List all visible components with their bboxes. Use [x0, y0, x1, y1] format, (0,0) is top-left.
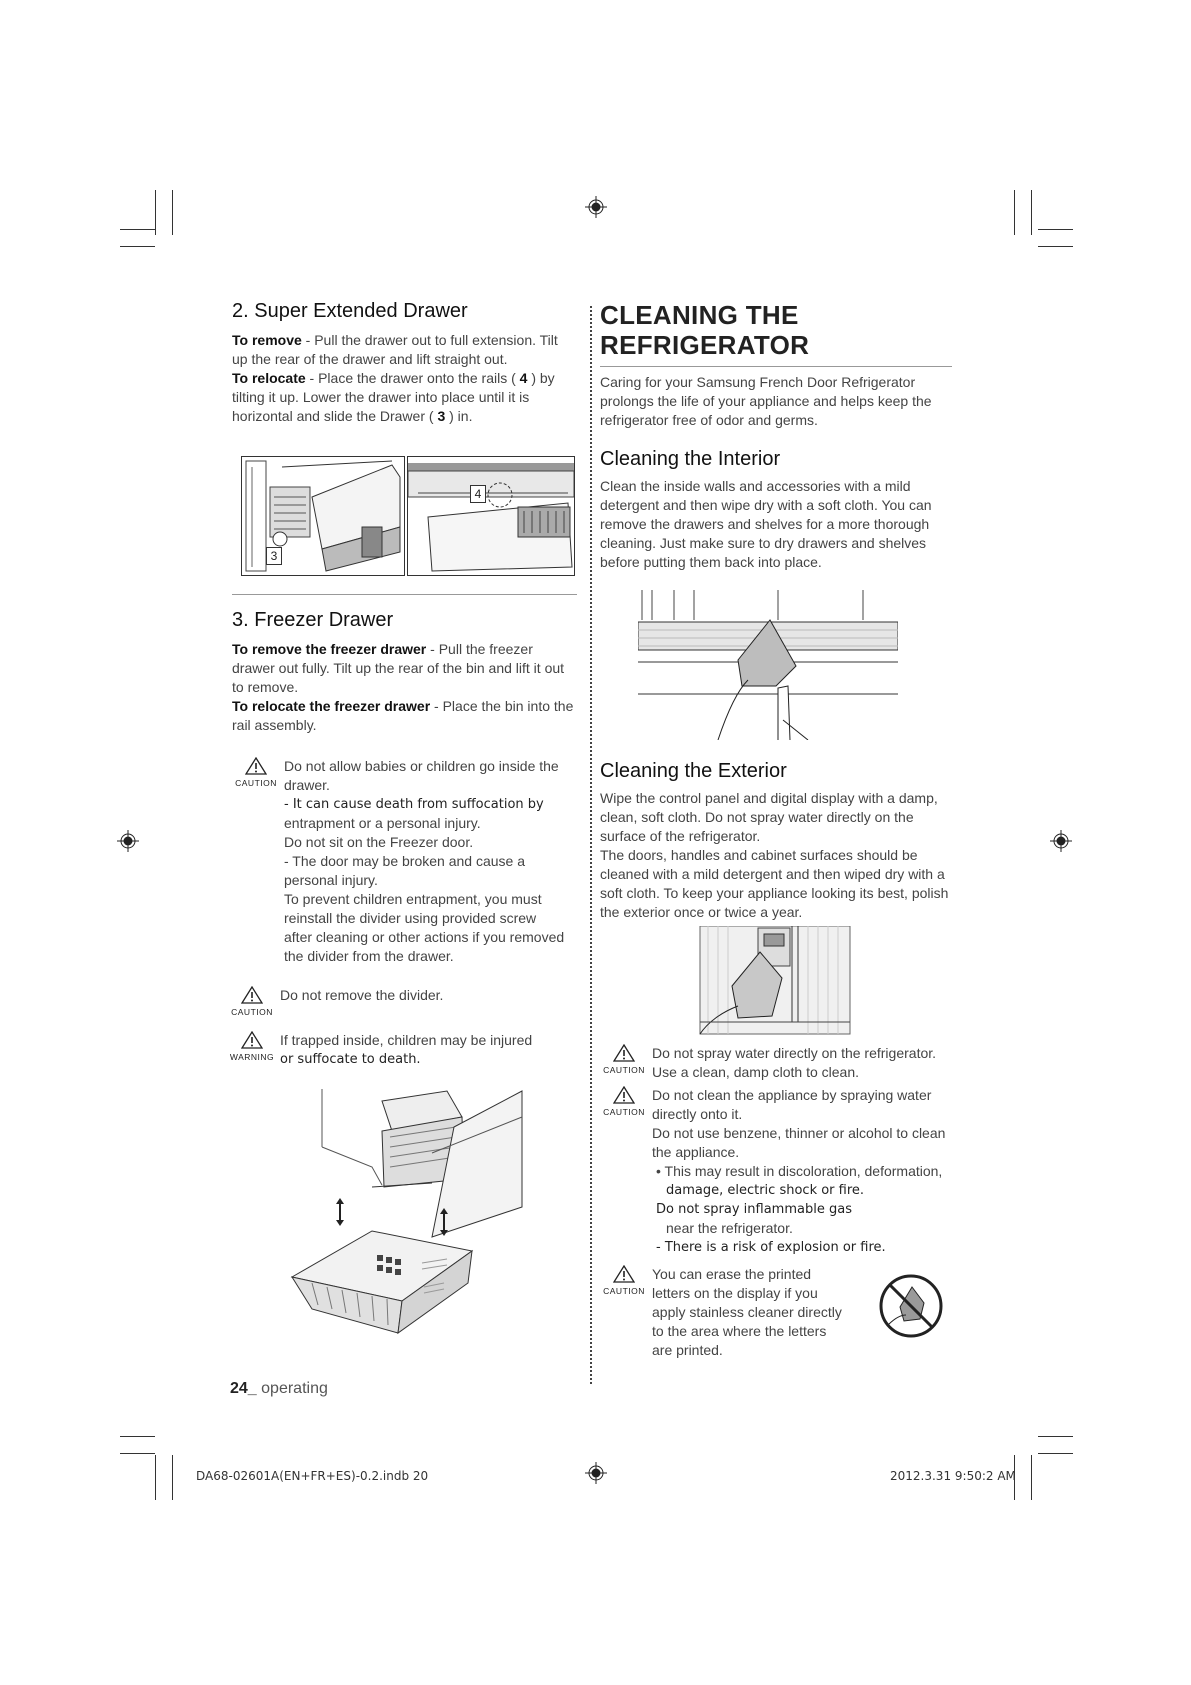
file-info: DA68-02601A(EN+FR+ES)-0.2.indb 20	[196, 1469, 429, 1483]
crop-mark	[172, 1455, 173, 1500]
exterior-text-2: The doors, handles and cabinet surfaces should be cleaned with a mild detergent and then wiped dry with a soft cloth. To keep your appliance looking its best, polish the exterior once or twice a year.	[600, 847, 949, 920]
interior-cleaning-figure	[638, 590, 952, 740]
crop-mark	[120, 246, 155, 247]
freezer-relocate: To relocate the freezer drawer - Place the bin into the rail assembly.	[232, 698, 574, 733]
caution-printed-letters: CAUTION You can erase the printed letters on the display if you apply stainless cleaner directly to the area where the letters are printed.	[600, 1265, 952, 1360]
interior-title: Cleaning the Interior	[600, 448, 781, 470]
page-number: 24_ operating	[230, 1380, 328, 1397]
caution-no-spray: CAUTION Do not spray water directly on the refrigerator. Use a clean, damp cloth to clean.	[600, 1044, 952, 1082]
super-drawer-title: 2. Super Extended Drawer	[232, 300, 468, 322]
exterior-text-1: Wipe the control panel and digital display with a damp, clean, soft cloth. Do not spray water directly on the surface of the refrigerator.	[600, 790, 938, 844]
crop-mark	[120, 1453, 155, 1454]
freezer-bin-figure	[232, 1087, 577, 1347]
interior-text: Clean the inside walls and accessories with a mild detergent and then wipe dry with a soft cloth. You can remove the drawers and shelves for a more thorough cleaning. Just make sure to dry drawers and shelves before putting them back into place.	[600, 478, 932, 570]
caution-divider: CAUTION Do not remove the divider.	[228, 986, 577, 1005]
caution-icon: CAUTION	[600, 1044, 648, 1080]
crop-mark	[155, 190, 156, 235]
registration-mark-icon	[1050, 830, 1072, 852]
column-divider	[590, 306, 592, 1384]
crop-mark	[1014, 190, 1015, 235]
cleaning-intro: Caring for your Samsung French Door Refrigerator prolongs the life of your appliance and helps keep the refrigerator free of odor and germs.	[600, 374, 932, 428]
super-drawer-figures	[241, 456, 577, 586]
crop-mark	[1038, 229, 1073, 230]
super-drawer-relocate: To relocate - Place the drawer onto the rails ( 4 ) by tilting it up. Lower the drawer into place until it is horizontal and slide the Drawer ( 3 ) in.	[232, 370, 555, 424]
crop-mark	[1038, 246, 1073, 247]
warning-icon: WARNING	[228, 1031, 276, 1067]
crop-mark	[155, 1455, 156, 1500]
registration-mark-icon	[585, 196, 607, 218]
freezer-remove: To remove the freezer drawer - Pull the freezer drawer out fully. Tilt up the rear of the bin and lift it out to remove.	[232, 641, 565, 695]
exterior-cleaning-figure	[698, 926, 952, 1036]
registration-mark-icon	[585, 1462, 607, 1484]
no-cleaner-prohibition-icon	[878, 1273, 944, 1339]
caution-icon: CAUTION	[232, 757, 280, 793]
crop-mark	[120, 1436, 155, 1437]
crop-mark	[1038, 1453, 1073, 1454]
print-datetime: 2012.3.31 9:50:2 AM	[890, 1469, 1016, 1483]
super-drawer-remove: To remove - Pull the drawer out to full extension. Tilt up the rear of the drawer and lift straight out.	[232, 332, 558, 367]
freezer-drawer-title: 3. Freezer Drawer	[232, 609, 394, 631]
title-rule	[600, 366, 952, 367]
crop-mark	[1038, 1436, 1073, 1437]
left-column	[229, 300, 577, 1347]
crop-mark	[1031, 190, 1032, 235]
warning-trapped: WARNING If trapped inside, children may be injured or suffocate to death.	[229, 1032, 533, 1067]
caution-cleaning-agents: CAUTION Do not clean the appliance by spraying water directly onto it. Do not use benzene, thinner or alcohol to clean the appliance. • This may result in discoloration, deformation, damage, electric shock or fire. Do not spray inflammable gas near the refrigerator. - There is a risk of explosion or fire.	[600, 1086, 952, 1257]
callout-3: 3	[266, 547, 282, 565]
right-column	[600, 300, 952, 1360]
crop-mark	[1031, 1455, 1032, 1500]
caution-icon: CAUTION	[600, 1086, 648, 1122]
caution-icon: CAUTION	[600, 1265, 648, 1301]
cleaning-title: CLEANING THE REFRIGERATOR	[600, 300, 810, 360]
drawer-removal-figure	[241, 456, 405, 576]
section-divider	[232, 594, 577, 595]
exterior-title: Cleaning the Exterior	[600, 760, 787, 782]
drawer-rail-figure	[407, 456, 575, 576]
callout-4: 4	[470, 485, 486, 503]
registration-mark-icon	[117, 830, 139, 852]
caution-icon: CAUTION	[228, 986, 276, 1022]
caution-children-drawer: CAUTION Do not allow babies or children go inside the drawer. - It can cause death from suffocation by entrapment or a personal injury. Do not sit on the Freezer door. - The door may be broken and cause a personal injury. To prevent children entrapment, you must reinstall the divider using provided screw after cleaning or other actions if you removed the divider from the drawer.	[232, 757, 577, 966]
crop-mark	[172, 190, 173, 235]
crop-mark	[120, 229, 155, 230]
